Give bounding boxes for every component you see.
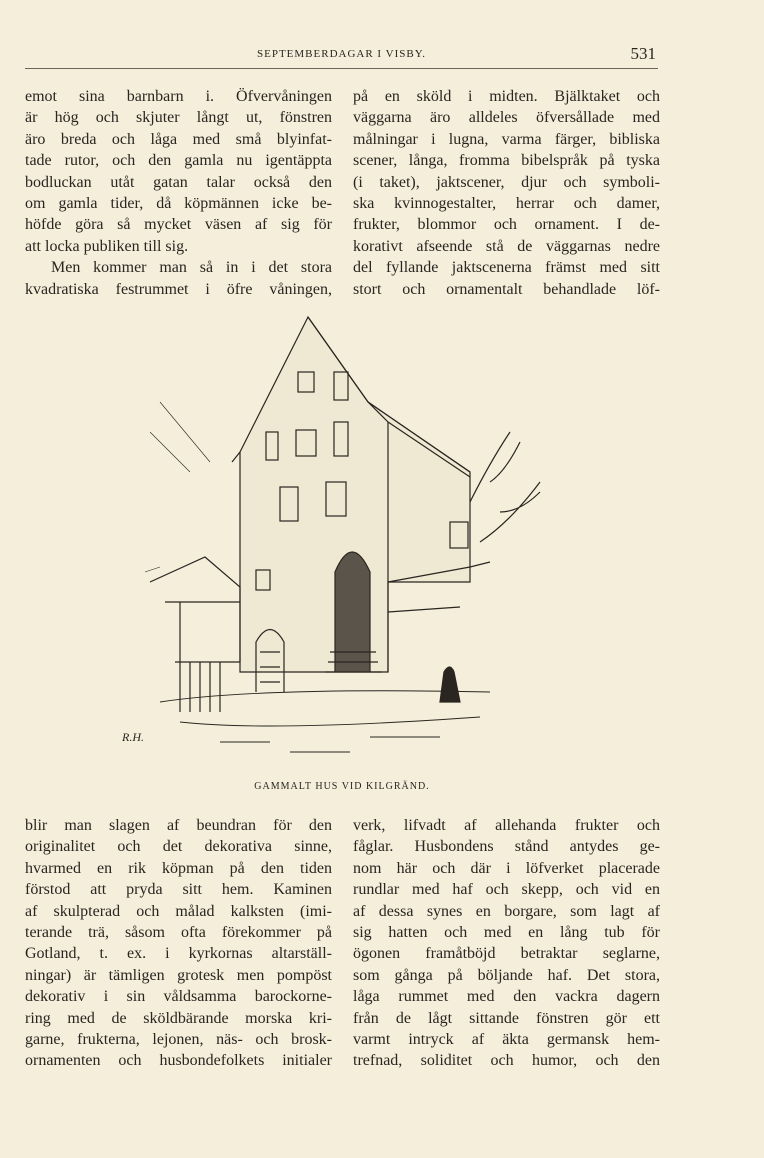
text-line: Gotland, t. ex. i kyrkornas altarställ- [25,945,332,963]
text-line: förstod att pryda sitt hem. Kaminen [25,881,332,899]
text-line: från de lågt sittande fönstren gör ett [353,1009,660,1027]
text-line: sig hatten och med en lång tub för [353,923,660,941]
text-column-bottom-left [25,815,332,1072]
text-line: terande trä, såsom ofta förekommer på [25,923,332,941]
text-line: ningar) är tämligen grotesk men pompöst [25,966,332,984]
text-line: väggarna äro alldeles öfversållade med [353,109,660,127]
text-line: emot sina barnbarn i. Öfvervåningen [25,88,332,105]
running-title: SEPTEMBERDAGAR I VISBY. [257,48,426,60]
text-line: ska kvinnogestalter, herrar och damer, [353,194,660,212]
text-line: af skulpterad och målad kalksten (imi- [25,902,332,920]
text-line: rundlar med haf och skepp, och vid en [353,881,660,899]
text-line: Men kommer man så in i det stora [51,259,332,277]
text-line: (i taket), jaktscener, djur och symboli- [353,173,660,191]
text-column-bottom-right [353,815,660,1072]
text-line: garne, frukterna, lejonen, näs- och brosk- [25,1030,332,1048]
text-line: stort och ornamentalt behandlade löf- [353,280,660,298]
text-line: af dessa synes en borgare, som lagt af [353,902,660,920]
header-rule [25,68,658,69]
text-line: som gånga på böljande haf. Det stora, [353,966,660,984]
text-line: målningar i lugna, varma färger, bibliska [353,130,660,148]
text-line: del fyllande jaktscenerna främst med sitt [353,259,660,277]
text-line: scener, långa, fromma bibelspråk på tyska [353,152,660,170]
text-line: höfde göra så mycket väsen af sig för [25,216,332,234]
text-line: dekorativ i sin våldsamma barockorne- [25,988,332,1006]
artist-signature: R.H. [122,730,144,744]
text-line: trefnad, soliditet och humor, och den [353,1052,660,1070]
text-line: korativt afseende stå de väggarnas nedre [353,237,660,255]
text-line: verk, lifvadt af allehanda frukter och [353,817,660,834]
text-line: ögonen framåtböjd betraktar seglarne, [353,945,660,963]
text-line: nom här och där i löfverket placerade [353,859,660,877]
text-line: varmt intryck af äkta germansk hem- [353,1030,660,1048]
figure-caption: GAMMALT HUS VID KILGRÄND. [254,781,430,792]
text-line: om gamla tider, då köpmännen icke be- [25,194,332,212]
text-line: bodluckan utåt gatan talar också den [25,173,332,191]
text-line: frukter, blommor och ornament. I de- [353,216,660,234]
text-line: fåglar. Husbondens stånd antydes ge- [353,838,660,856]
text-line: ring med de sköldbärande morska kri- [25,1009,332,1027]
text-column-top-right [353,86,660,300]
illustration-old-house [120,312,560,772]
text-line: äro breda och låga med små blyinfat- [25,130,332,148]
text-line: på en sköld i midten. Bjälktaket och [353,88,660,105]
text-line: ornamenten och husbondefolkets initialer [25,1052,332,1070]
text-line: originalitet och det dekorativa sinne, [25,838,332,856]
text-line: är hög och skjuter långt ut, fönstren [25,109,332,127]
text-column-top-left [25,86,332,300]
text-line: tade rutor, och den gamla nu igentäppta [25,152,332,170]
text-line: kvadratiska festrummet i öfre våningen, [25,280,332,298]
text-line: låga rummet med den vackra dagern [353,988,660,1006]
running-header [25,46,658,66]
page-number: 531 [630,44,656,63]
text-line: att locka publiken till sig. [25,237,189,255]
text-line: hvarmed en rik köpman på den tiden [25,859,332,877]
text-line: blir man slagen af beundran för den [25,817,332,834]
